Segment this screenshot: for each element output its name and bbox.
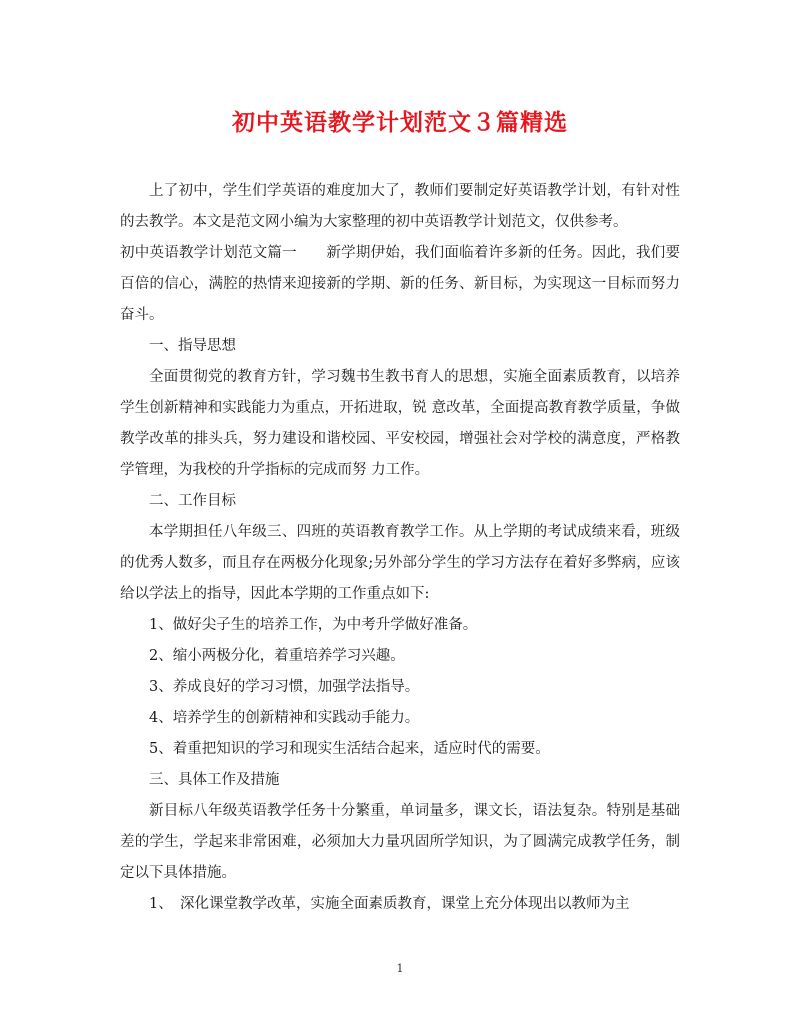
goal-item-2: 2、缩小两极分化，着重培养学习兴趣。 (149, 648, 405, 664)
goal-item-3: 3、养成良好的学习习惯，加强学法指导。 (149, 679, 420, 695)
document-body (120, 176, 680, 920)
goal-item-4: 4、培养学生的创新精神和实践动手能力。 (149, 710, 420, 726)
section-heading-guiding-ideology: 一、指导思想 (149, 338, 236, 354)
paragraph-measures: 新目标八年级英语教学任务十分繁重，单词量多，课文长，语法复杂。特别是基础差的学生，学起来非常困难，必须加大力量巩固所学知识，为了圆满完成教学任务，制定以下具体措施。 (120, 803, 680, 881)
section-heading-measures: 三、具体工作及措施 (149, 772, 280, 788)
paragraph-sample-one-intro: 初中英语教学计划范文篇一 新学期伊始，我们面临着许多新的任务。因此，我们要百倍的信心，满腔的热情来迎接新的学期、新的任务、新目标，为实现这一目标而努力奋斗。 (120, 245, 680, 323)
paragraph-work-goals: 本学期担任八年级三、四班的英语教育教学工作。从上学期的考试成绩来看，班级的优秀人数多，而且存在两极分化现象;另外部分学生的学习方法存在着好多弊病，应该给以学法上的指导，因此本学期的工作重点如下: (120, 524, 680, 602)
measure-item-1: 1、 深化课堂教学改革，实施全面素质教育，课堂上充分体现出以教师为主 (149, 896, 630, 912)
page-number: 1 (396, 962, 404, 975)
paragraph-guiding-ideology: 全面贯彻党的教育方针，学习魏书生教书育人的思想，实施全面素质教育，以培养学生创新精神和实践能力为重点，开拓进取，锐 意改革，全面提高教育教学质量，争做教学改革的排头兵，努力建设和谐校园、平安校园，增强社会对学校的满意度，严格教学管理，为我校的升学指标的完成而努 力工作。 (120, 369, 680, 478)
document-title: 初中英语教学计划范文３篇精选 (232, 109, 568, 136)
goal-item-5: 5、着重把知识的学习和现实生活结合起来，适应时代的需要。 (149, 741, 550, 757)
section-heading-work-goals: 二、工作目标 (149, 493, 236, 509)
goal-item-1: 1、做好尖子生的培养工作，为中考升学做好准备。 (149, 617, 478, 633)
paragraph-intro: 上了初中，学生们学英语的难度加大了，教师们要制定好英语教学计划，有针对性的去教学。本文是范文网小编为大家整理的初中英语教学计划范文，仅供参考。 (120, 183, 680, 230)
